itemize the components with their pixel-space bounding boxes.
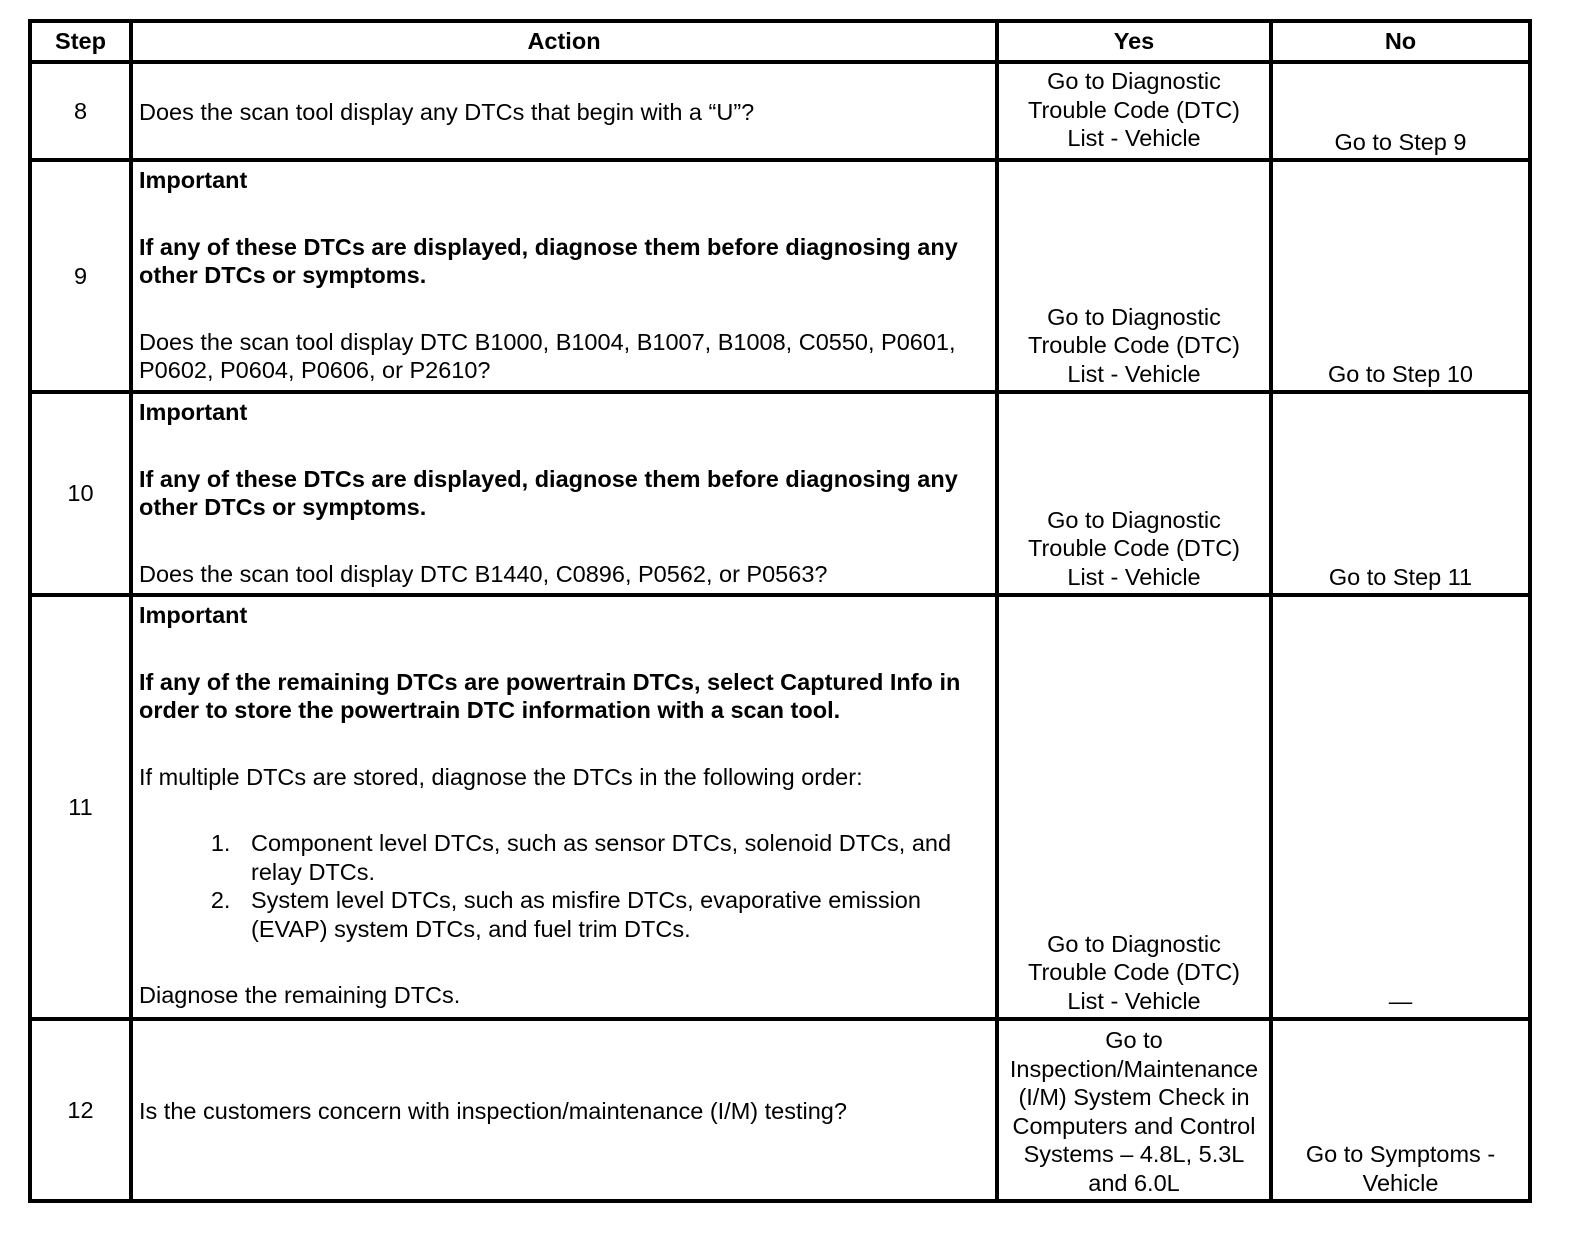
important-note: If any of these DTCs are displayed, diagnose them before diagnosing any other DTCs or symptoms.	[139, 465, 958, 520]
action-question: Is the customers concern with inspection/maintenance (I/M) testing?	[139, 1097, 847, 1124]
important-note: If any of these DTCs are displayed, diagnose them before diagnosing any other DTCs or symptoms.	[139, 233, 958, 288]
no-result: Go to Step 11	[1271, 392, 1530, 595]
no-result: Go to Step 9	[1271, 62, 1530, 160]
action-cell	[131, 160, 997, 392]
important-label: Important	[139, 167, 248, 193]
yes-result: Go to Inspection/Maintenance (I/M) System Check in Computers and Control Systems – 4.8L, 5.3L and 6.0L	[997, 1019, 1271, 1201]
action-question: Does the scan tool display DTC B1000, B1004, B1007, B1008, C0550, P0601, P0602, P0604, P0606, or P2610?	[139, 328, 956, 383]
header-row	[30, 21, 1530, 62]
important-note: If any of the remaining DTCs are powertrain DTCs, select Captured Info in order to store the powertrain DTC information with a scan tool.	[139, 668, 961, 723]
important-label: Important	[139, 602, 248, 628]
yes-result: Go to Diagnostic Trouble Code (DTC) List - Vehicle	[997, 392, 1271, 595]
diagnostic-steps-table	[28, 19, 1532, 1203]
header-yes: Yes	[997, 21, 1271, 62]
step-number: 10	[30, 392, 131, 595]
list-item: 2. System level DTCs, such as misfire DTCs, evaporative emission (EVAP) system DTCs, and fuel trim DTCs.	[237, 886, 987, 943]
yes-result: Go to Diagnostic Trouble Code (DTC) List - Vehicle	[997, 595, 1271, 1019]
no-result: Go to Symptoms - Vehicle	[1271, 1019, 1530, 1201]
order-intro: If multiple DTCs are stored, diagnose the DTCs in the following order:	[139, 763, 863, 790]
header-no: No	[1271, 21, 1530, 62]
table-row	[30, 595, 1530, 1019]
step-number: 11	[30, 595, 131, 1019]
action-question: Does the scan tool display DTC B1440, C0896, P0562, or P0563?	[139, 560, 828, 587]
action-cell	[131, 392, 997, 595]
table-row	[30, 1019, 1530, 1201]
header-action: Action	[131, 21, 997, 62]
table-row	[30, 392, 1530, 595]
no-result: —	[1271, 595, 1530, 1019]
step-number: 8	[30, 62, 131, 160]
table-row	[30, 160, 1530, 392]
list-item: 1. Component level DTCs, such as sensor DTCs, solenoid DTCs, and relay DTCs.	[237, 829, 987, 886]
table-row	[30, 62, 1530, 160]
yes-result: Go to Diagnostic Trouble Code (DTC) List - Vehicle	[997, 62, 1271, 160]
action-cell	[131, 595, 997, 1019]
step-number: 9	[30, 160, 131, 392]
order-list	[139, 829, 987, 943]
no-result: Go to Step 10	[1271, 160, 1530, 392]
action-question: Diagnose the remaining DTCs.	[139, 982, 461, 1008]
action-question: Does the scan tool display any DTCs that begin with a “U”?	[139, 98, 755, 125]
action-cell	[131, 1019, 997, 1201]
yes-result: Go to Diagnostic Trouble Code (DTC) List - Vehicle	[997, 160, 1271, 392]
important-label: Important	[139, 399, 248, 425]
step-number: 12	[30, 1019, 131, 1201]
action-cell	[131, 62, 997, 160]
header-step: Step	[30, 21, 131, 62]
